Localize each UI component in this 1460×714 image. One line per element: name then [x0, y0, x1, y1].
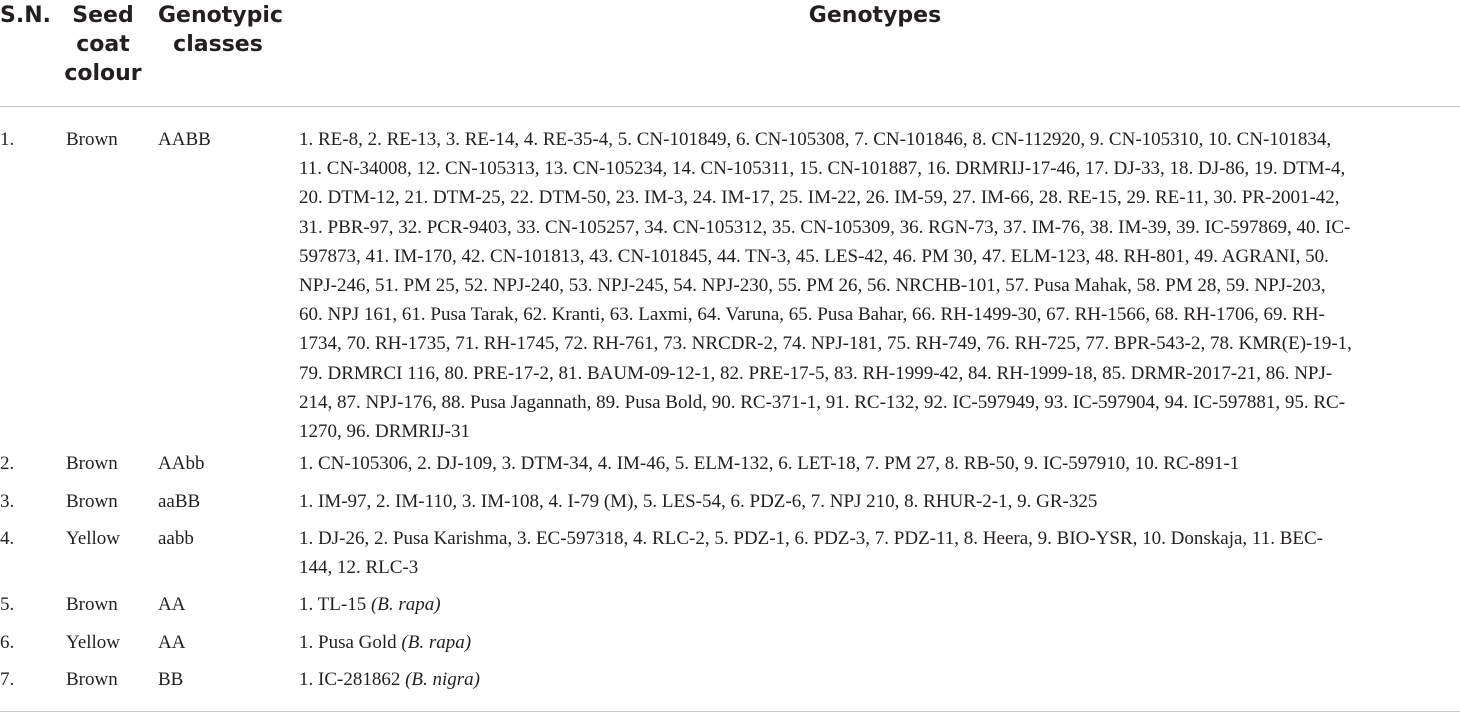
header-seed-line: Seed	[72, 3, 134, 28]
cell-genotypes	[299, 524, 1459, 582]
genotype-entry: 1. IC-281862	[299, 669, 406, 690]
cell-genotypes	[299, 590, 1459, 619]
genotype-line: 60. NPJ 161, 61. Pusa Tarak, 62. Kranti, 63. Laxmi, 64. Varuna, 65. Pusa Bahar, 66. RH-1499-30, 67. RH-1566, 68. RH-1706, 69. RH-	[299, 304, 1325, 326]
header-seed-coat-colour	[62, 1, 144, 88]
table-header	[0, 0, 1460, 107]
genotype-line: 1734, 70. RH-1735, 71. RH-1745, 72. RH-761, 73. NRCDR-2, 74. NPJ-181, 75. RH-749, 76. RH-725, 77. BPR-543-2, 78. KMR(E)-19-1,	[299, 333, 1352, 355]
genotype-line: 1270, 96. DRMRIJ-31	[299, 421, 471, 443]
cell-genotypes	[299, 449, 1459, 478]
cell-genotypic-class: AA	[158, 632, 186, 653]
cell-genotypic-class: aaBB	[158, 491, 201, 512]
genotype-line: NPJ-246, 51. PM 25, 52. NPJ-240, 53. NPJ-245, 54. NPJ-230, 55. PM 26, 56. NRCHB-101, 57. Pusa Mahak, 58. PM 28, 59. NPJ-203,	[299, 275, 1326, 297]
genotype-line: 1. CN-105306, 2. DJ-109, 3. DTM-34, 4. IM-46, 5. ELM-132, 6. LET-18, 7. PM 27, 8. RB-50, 9. IC-597910, 10. RC-891-1	[299, 453, 1240, 474]
cell-sn: 5.	[0, 594, 15, 615]
species-name: (B. rapa)	[370, 594, 441, 615]
header-class-line: classes	[173, 32, 263, 57]
cell-sn: 2.	[0, 453, 15, 474]
cell-genotypic-class: AA	[158, 594, 186, 615]
cell-sn: 3.	[0, 491, 15, 512]
genotype-line: 79. DRMRCI 116, 80. PRE-17-2, 81. BAUM-09-12-1, 82. PRE-17-5, 83. RH-1999-42, 84. RH-1999-18, 85. DRMR-2017-21, 86. NPJ-	[299, 362, 1333, 384]
header-sn: S.N.	[0, 3, 51, 28]
genotype-line: 1. RE-8, 2. RE-13, 3. RE-14, 4. RE-35-4, 5. CN-101849, 6. CN-105308, 7. CN-101846, 8. CN-112920, 9. CN-105310, 10. CN-101834,	[299, 129, 1332, 150]
genotype-line: 214, 87. NPJ-176, 88. Pusa Jagannath, 89. Pusa Bold, 90. RC-371-1, 91. RC-132, 92. IC-597949, 93. IC-597904, 94. IC-597881, 95. RC-	[299, 391, 1346, 413]
genotype-line: 597873, 41. IM-170, 42. CN-101813, 43. CN-101845, 44. TN-3, 45. LES-42, 46. PM 30, 47. ELM-123, 48. RH-801, 49. AGRANI, 50.	[299, 245, 1329, 267]
genotype-entry: 1. TL-15	[299, 594, 371, 615]
cell-sn: 7.	[0, 669, 15, 690]
header-class-line: Genotypic	[158, 3, 283, 28]
header-genotypes: Genotypes	[808, 3, 942, 28]
genotype-line: 144, 12. RLC-3	[299, 557, 419, 579]
cell-genotypes	[299, 125, 1459, 446]
cell-seed-colour: Brown	[66, 453, 118, 474]
cell-seed-colour: Brown	[66, 594, 118, 615]
genotype-entry: 1. Pusa Gold	[299, 632, 402, 653]
genotype-line: 11. CN-34008, 12. CN-105313, 13. CN-105234, 14. CN-105311, 15. CN-101887, 16. DRMRIJ-17-46, 17. DJ-33, 18. DJ-86, 19. DTM-4,	[299, 158, 1346, 180]
cell-seed-colour: Brown	[66, 491, 118, 512]
cell-seed-colour: Yellow	[66, 632, 121, 653]
cell-seed-colour: Brown	[66, 129, 118, 150]
header-seed-line: colour	[64, 61, 142, 86]
cell-genotypes	[299, 628, 1459, 657]
cell-genotypes	[299, 665, 1459, 694]
genotype-line: 1. IM-97, 2. IM-110, 3. IM-108, 4. I-79 (M), 5. LES-54, 6. PDZ-6, 7. NPJ 210, 8. RHUR-2-1, 9. GR-325	[299, 491, 1098, 512]
header-seed-line: coat	[76, 32, 130, 57]
genotype-line: 20. DTM-12, 21. DTM-25, 22. DTM-50, 23. IM-3, 24. IM-17, 25. IM-22, 26. IM-59, 27. IM-66, 28. RE-15, 29. RE-11, 30. PR-2001-42,	[299, 187, 1340, 209]
species-name: (B. nigra)	[405, 669, 481, 690]
cell-sn: 4.	[0, 528, 15, 549]
header-genotypic-classes	[158, 1, 283, 59]
cell-genotypic-class: aabb	[158, 528, 194, 549]
cell-genotypic-class: AABB	[158, 129, 211, 150]
cell-sn: 1.	[0, 129, 15, 150]
species-name: (B. rapa)	[401, 632, 472, 653]
cell-genotypes	[299, 487, 1459, 516]
cell-genotypic-class: AAbb	[158, 453, 205, 474]
cell-seed-colour: Brown	[66, 669, 118, 690]
genotype-line: 31. PBR-97, 32. PCR-9403, 33. CN-105257, 34. CN-105312, 35. CN-105309, 36. RGN-73, 37. IM-76, 38. IM-39, 39. IC-597869, 40. IC-	[299, 216, 1351, 238]
cell-seed-colour: Yellow	[66, 528, 121, 549]
cell-genotypic-class: BB	[158, 669, 184, 690]
cell-sn: 6.	[0, 632, 15, 653]
genotype-line: 1. DJ-26, 2. Pusa Karishma, 3. EC-597318, 4. RLC-2, 5. PDZ-1, 6. PDZ-3, 7. PDZ-11, 8. Heera, 9. BIO-YSR, 10. Donskaja, 11. BEC-	[299, 528, 1323, 549]
table-bottom-rule	[0, 711, 1460, 712]
